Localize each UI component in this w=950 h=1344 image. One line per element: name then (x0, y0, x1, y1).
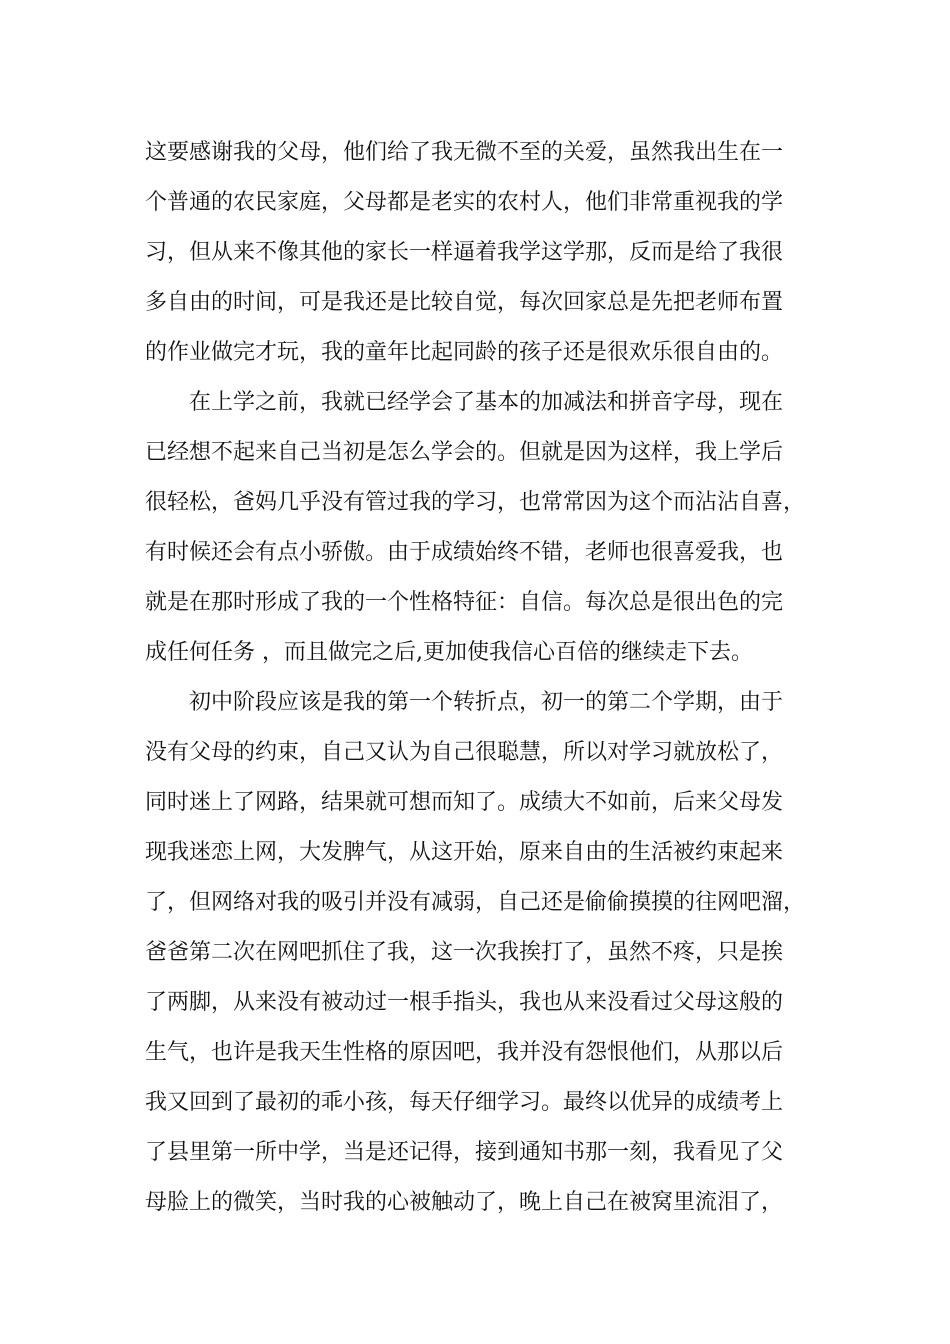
text-line: 现我迷恋上网，大发脾气，从这开始，原来自由的生活被约束起来 (145, 840, 784, 865)
text-line: 母脸上的微笑，当时我的心被触动了，晚上自己在被窝里流泪了， (145, 1190, 784, 1215)
text-line: 同时迷上了网路，结果就可想而知了。成绩大不如前，后来父母发 (145, 790, 784, 815)
text-line: 已经想不起来自己当初是怎么学会的。但就是因为这样，我上学后 (145, 440, 784, 465)
text-line: 爸爸第二次在网吧抓住了我，这一次我挨打了，虽然不疼，只是挨 (145, 940, 784, 965)
paragraph-start-line: 在上学之前，我就已经学会了基本的加减法和拼音字母，现在 (189, 390, 784, 415)
text-line: 这要感谢我的父母，他们给了我无微不至的关爱，虽然我出生在一 (145, 140, 784, 165)
text-line: 没有父母的约束，自己又认为自己很聪慧，所以对学习就放松了， (145, 740, 784, 765)
text-line: 的作业做完才玩，我的童年比起同龄的孩子还是很欢乐很自由的。 (145, 340, 784, 365)
text-line: 就是在那时形成了我的一个性格特征：自信。每次总是很出色的完 (145, 590, 784, 615)
paragraph-start-line: 初中阶段应该是我的第一个转折点，初一的第二个学期，由于 (189, 690, 784, 715)
text-line: 个普通的农民家庭，父母都是老实的农村人，他们非常重视我的学 (145, 190, 784, 215)
text-line: 了县里第一所中学，当是还记得，接到通知书那一刻，我看见了父 (145, 1140, 784, 1165)
text-line: 了两脚，从来没有被动过一根手指头，我也从来没看过父母这般的 (145, 990, 784, 1015)
text-line: 我又回到了最初的乖小孩，每天仔细学习。最终以优异的成绩考上 (145, 1090, 784, 1115)
body-text (145, 128, 825, 1228)
text-line: 多自由的时间，可是我还是比较自觉，每次回家总是先把老师布置 (145, 290, 784, 315)
text-line: 成任何任务 ，而且做完之后,更加使我信心百倍的继续走下去。 (145, 640, 753, 665)
text-line: 生气，也许是我天生性格的原因吧，我并没有怨恨他们，从那以后 (145, 1040, 784, 1065)
text-line: 习，但从来不像其他的家长一样逼着我学这学那，反而是给了我很 (145, 240, 784, 265)
text-line: 有时候还会有点小骄傲。由于成绩始终不错，老师也很喜爱我，也 (145, 540, 784, 565)
text-line: 很轻松，爸妈几乎没有管过我的学习，也常常因为这个而沾沾自喜， (145, 490, 806, 515)
text-line: 了，但网络对我的吸引并没有减弱，自己还是偷偷摸摸的往网吧溜， (145, 890, 806, 915)
